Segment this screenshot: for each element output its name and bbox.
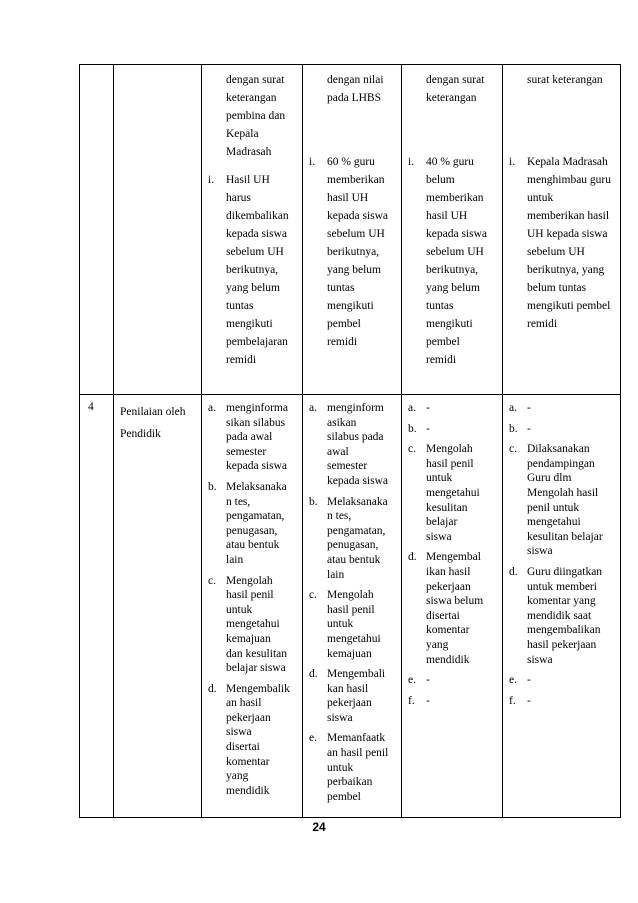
cell-col4 xyxy=(303,395,402,818)
text-line: belajar xyxy=(426,516,458,529)
text-line: penugasan, xyxy=(327,539,379,552)
text-line: kemajuan xyxy=(226,632,271,645)
list-marker: d. xyxy=(208,682,217,695)
text-line: Dilaksanakan xyxy=(527,443,590,456)
text-line: sebelum UH xyxy=(426,246,484,258)
text-line: 60 % guru xyxy=(327,156,375,168)
text-line: mendidik xyxy=(426,653,470,666)
list-marker: c. xyxy=(208,574,216,587)
text-line: hasil UH xyxy=(426,210,468,222)
text-line: tuntas xyxy=(426,300,454,312)
text-line: harus xyxy=(226,192,251,204)
text-line: belum xyxy=(426,174,455,186)
text-line: ikan hasil xyxy=(426,565,471,578)
text-line: pada LHBS xyxy=(327,92,381,104)
list xyxy=(208,401,296,798)
list-item xyxy=(208,480,296,568)
list-item xyxy=(408,694,496,709)
text-line: disertai xyxy=(426,609,460,622)
list-marker: i. xyxy=(208,174,215,186)
text-line: mengikuti xyxy=(327,300,374,312)
text-line: kepada siswa xyxy=(226,460,287,473)
text-line: sebelum UH xyxy=(527,246,585,258)
list-marker: b. xyxy=(309,495,318,508)
list-marker: e. xyxy=(408,674,416,687)
text-line: an hasil penil xyxy=(327,747,389,760)
text-line: disertai xyxy=(226,741,260,754)
text-line: mengembalikan xyxy=(527,624,601,637)
text-line: remidi xyxy=(327,336,358,348)
text-line: hasil penil xyxy=(426,457,474,470)
text-line: dikembalikan xyxy=(226,210,289,222)
list-marker: c. xyxy=(408,443,416,456)
text-line: pembel xyxy=(426,336,460,348)
text-line: siswa xyxy=(426,530,452,543)
list-item-i xyxy=(509,153,614,333)
text-line: UH kepada siswa xyxy=(527,228,608,240)
text-line: kesulitan belajar xyxy=(527,530,603,543)
text-line: - xyxy=(426,694,430,707)
text-line: komentar xyxy=(426,624,470,637)
text-line: n tes, xyxy=(226,495,251,508)
text-line: pekerjaan xyxy=(327,697,372,710)
evaluation-table xyxy=(79,64,621,818)
continuation-text xyxy=(309,71,395,107)
text-line: pembelajaran xyxy=(226,336,288,348)
text-line: berikutnya, xyxy=(327,246,380,258)
text-line: - xyxy=(527,674,531,687)
list xyxy=(309,401,395,804)
text-line: pengamatan, xyxy=(327,524,386,537)
text-line: menghimbau guru xyxy=(527,174,611,186)
row-name-cell xyxy=(114,395,202,818)
text-line: semester xyxy=(226,445,267,458)
list-marker: d. xyxy=(509,565,518,578)
list-item xyxy=(208,574,296,676)
text-line: surat keterangan xyxy=(527,74,603,86)
list-item xyxy=(509,694,614,709)
text-line: siswa xyxy=(226,726,252,739)
text-line: dengan surat xyxy=(426,74,485,86)
text-line: memberikan xyxy=(426,192,484,204)
text-line: berikutnya, xyxy=(426,264,479,276)
list-item-i xyxy=(208,171,296,369)
text-line: tuntas xyxy=(226,300,254,312)
text-line: Madrasah xyxy=(226,146,272,158)
list-item xyxy=(208,401,296,474)
text-line: - xyxy=(527,694,531,707)
text-line: untuk memberi xyxy=(527,580,597,593)
list-item xyxy=(309,588,395,661)
text-line: mengikuti pembel xyxy=(527,300,611,312)
text-line: pembel xyxy=(327,790,361,803)
list-item-i xyxy=(309,153,395,351)
text-line: mengetahui xyxy=(327,632,381,645)
text-line: kepada siswa xyxy=(327,474,388,487)
text-line: Guru diingatkan xyxy=(527,565,603,578)
list-marker: i. xyxy=(408,156,415,168)
text-line: mengetahui xyxy=(426,486,480,499)
continuation-text xyxy=(408,71,496,107)
text-line: tuntas xyxy=(327,282,355,294)
list-item xyxy=(509,442,614,559)
table-row-continued xyxy=(80,65,621,395)
text-line: n tes, xyxy=(327,510,352,523)
text-line: keterangan xyxy=(426,92,477,104)
row-number-cell xyxy=(80,65,114,395)
text-line: - xyxy=(426,674,430,687)
text-line: belajar siswa xyxy=(226,662,286,675)
text-line: Kepala xyxy=(226,128,259,140)
text-line: penugasan, xyxy=(226,524,278,537)
text-line: pembel xyxy=(327,318,361,330)
list-item xyxy=(509,153,614,333)
list-marker: d. xyxy=(408,551,417,564)
text-line: hasil pekerjaan xyxy=(527,638,597,651)
text-line: an hasil xyxy=(226,697,262,710)
text-line: yang xyxy=(426,638,449,651)
text-line: lain xyxy=(327,568,345,581)
continuation-text xyxy=(208,71,296,161)
cell-col4 xyxy=(303,65,402,395)
text-line: untuk xyxy=(327,761,354,774)
text-line: Mengolah xyxy=(327,589,374,602)
text-line: - xyxy=(527,402,531,414)
row-name xyxy=(114,395,201,445)
text-line: Mengembal xyxy=(426,551,481,564)
list-item xyxy=(408,153,496,369)
text-line: silabus pada xyxy=(327,431,384,444)
text-line: pembina dan xyxy=(226,110,286,122)
cell-col6 xyxy=(503,395,621,818)
list-marker: e. xyxy=(309,732,317,745)
list-item xyxy=(309,153,395,351)
cell-col3 xyxy=(202,395,303,818)
list-marker: a. xyxy=(408,402,416,414)
list-marker: c. xyxy=(309,589,317,602)
text-line: Memanfaatk xyxy=(327,732,386,745)
table-row-4 xyxy=(80,395,621,818)
list-marker: i. xyxy=(509,156,516,168)
text-line: siswa xyxy=(527,653,553,666)
row-number-cell xyxy=(80,395,114,818)
list-item xyxy=(309,495,395,583)
cell-col6 xyxy=(503,65,621,395)
text-line: awal xyxy=(327,445,349,458)
text-line: pekerjaan xyxy=(426,580,471,593)
text-line: remidi xyxy=(426,354,457,366)
page-number: 24 xyxy=(312,820,326,834)
text-line: remidi xyxy=(226,354,257,366)
text-line: memberikan xyxy=(327,174,385,186)
text-line: untuk xyxy=(527,192,554,204)
text-line: komentar xyxy=(226,755,270,768)
cell-col5 xyxy=(402,395,503,818)
list-marker: a. xyxy=(208,402,216,414)
text-line: keterangan xyxy=(226,92,277,104)
list-marker: b. xyxy=(509,422,518,435)
text-line: remidi xyxy=(527,318,558,330)
text-line: Melaksanaka xyxy=(226,480,287,493)
text-line: pada awal xyxy=(226,431,273,444)
text-line: kemajuan xyxy=(327,647,372,660)
text-line: yang belum xyxy=(226,282,280,294)
text-line: Mengembalik xyxy=(226,682,290,695)
text-line: yang belum xyxy=(327,264,381,276)
text-line: komentar yang xyxy=(527,595,596,608)
list-marker: b. xyxy=(408,422,417,435)
text-line: siswa belum xyxy=(426,595,484,608)
list-item xyxy=(408,673,496,688)
cell-col5 xyxy=(402,65,503,395)
text-line: Mengolah xyxy=(426,443,473,456)
list-marker: f. xyxy=(509,694,516,707)
list xyxy=(408,401,496,708)
text-line: semester xyxy=(327,460,368,473)
text-line: kepada siswa xyxy=(426,228,487,240)
list-marker: i. xyxy=(309,156,316,168)
list-marker: f. xyxy=(408,694,415,707)
text-line: atau bentuk xyxy=(327,553,381,566)
text-line: untuk xyxy=(226,603,253,616)
text-line: Mengolah hasil xyxy=(527,486,599,499)
text-line: siswa xyxy=(527,545,553,558)
list-item xyxy=(208,171,296,369)
cell-col3 xyxy=(202,65,303,395)
text-line: pengamatan, xyxy=(226,510,285,523)
list-marker: b. xyxy=(208,480,217,493)
text-line: sebelum UH xyxy=(327,228,385,240)
text-line: yang belum xyxy=(426,282,480,294)
list-item xyxy=(408,401,496,416)
text-line: kepada siswa xyxy=(226,228,287,240)
text-line: - xyxy=(527,422,531,435)
list-marker: a. xyxy=(509,402,517,414)
text-line: kepada siswa xyxy=(327,210,388,222)
text-line: mengikuti xyxy=(226,318,273,330)
text-line: hasil penil xyxy=(327,603,375,616)
text-line: mengetahui xyxy=(527,516,581,529)
list-item xyxy=(408,550,496,667)
text-line: berikutnya, xyxy=(226,264,279,276)
text-line: mendidik xyxy=(226,784,270,797)
text-line: perbaikan xyxy=(327,776,373,789)
text-line: kesulitan xyxy=(426,501,468,514)
text-line: Guru dlm xyxy=(527,472,572,485)
text-line: pekerjaan xyxy=(226,711,271,724)
row-name-cell xyxy=(114,65,202,395)
list-item xyxy=(509,673,614,688)
list xyxy=(509,401,614,708)
text-line: dengan surat xyxy=(226,74,285,86)
continuation-text xyxy=(509,71,614,89)
text-line: 40 % guru xyxy=(426,156,474,168)
row-number: 4 xyxy=(88,401,94,413)
list-item xyxy=(408,442,496,544)
list-marker: e. xyxy=(509,674,517,687)
text-line: mendidik saat xyxy=(527,609,592,622)
text-line: sikan silabus xyxy=(226,416,286,429)
text-line: - xyxy=(426,402,430,414)
text-line: Pendidik xyxy=(120,428,161,440)
list-item xyxy=(509,401,614,416)
list-item xyxy=(408,422,496,437)
text-line: mengikuti xyxy=(426,318,473,330)
text-line: untuk xyxy=(426,472,453,485)
list-item xyxy=(309,731,395,804)
text-line: Penilaian oleh xyxy=(120,406,186,418)
text-line: dengan nilai xyxy=(327,74,384,86)
text-line: penil untuk xyxy=(527,501,580,514)
text-line: dan kesulitan xyxy=(226,647,287,660)
text-line: Hasil UH xyxy=(226,174,270,186)
text-line: Melaksanaka xyxy=(327,495,388,508)
text-line: mengetahui xyxy=(226,618,280,631)
text-line: Kepala Madrasah xyxy=(527,156,608,168)
text-line: lain xyxy=(226,553,244,566)
text-line: Mengembali xyxy=(327,668,386,681)
text-line: kan hasil xyxy=(327,682,369,695)
text-line: menginform xyxy=(327,402,384,414)
list-item xyxy=(309,667,395,725)
list-item xyxy=(509,422,614,437)
text-line: pendampingan xyxy=(527,457,595,470)
text-line: - xyxy=(426,422,430,435)
text-line: yang xyxy=(226,770,249,783)
text-line: untuk xyxy=(327,618,354,631)
list-item-i xyxy=(408,153,496,369)
text-line: hasil UH xyxy=(327,192,369,204)
text-line: Mengolah xyxy=(226,574,273,587)
text-line: atau bentuk xyxy=(226,539,280,552)
list-item xyxy=(208,682,296,799)
text-line: siswa xyxy=(327,711,353,724)
text-line: hasil penil xyxy=(226,589,274,602)
text-line: berikutnya, yang xyxy=(527,264,605,276)
list-marker: a. xyxy=(309,402,317,414)
text-line: memberikan hasil xyxy=(527,210,610,222)
text-line: sebelum UH xyxy=(226,246,284,258)
list-marker: d. xyxy=(309,668,318,681)
list-item xyxy=(309,401,395,489)
text-line: belum tuntas xyxy=(527,282,587,294)
text-line: menginforma xyxy=(226,402,288,414)
text-line: asikan xyxy=(327,416,357,429)
list-marker: c. xyxy=(509,443,517,456)
list-item xyxy=(509,565,614,667)
